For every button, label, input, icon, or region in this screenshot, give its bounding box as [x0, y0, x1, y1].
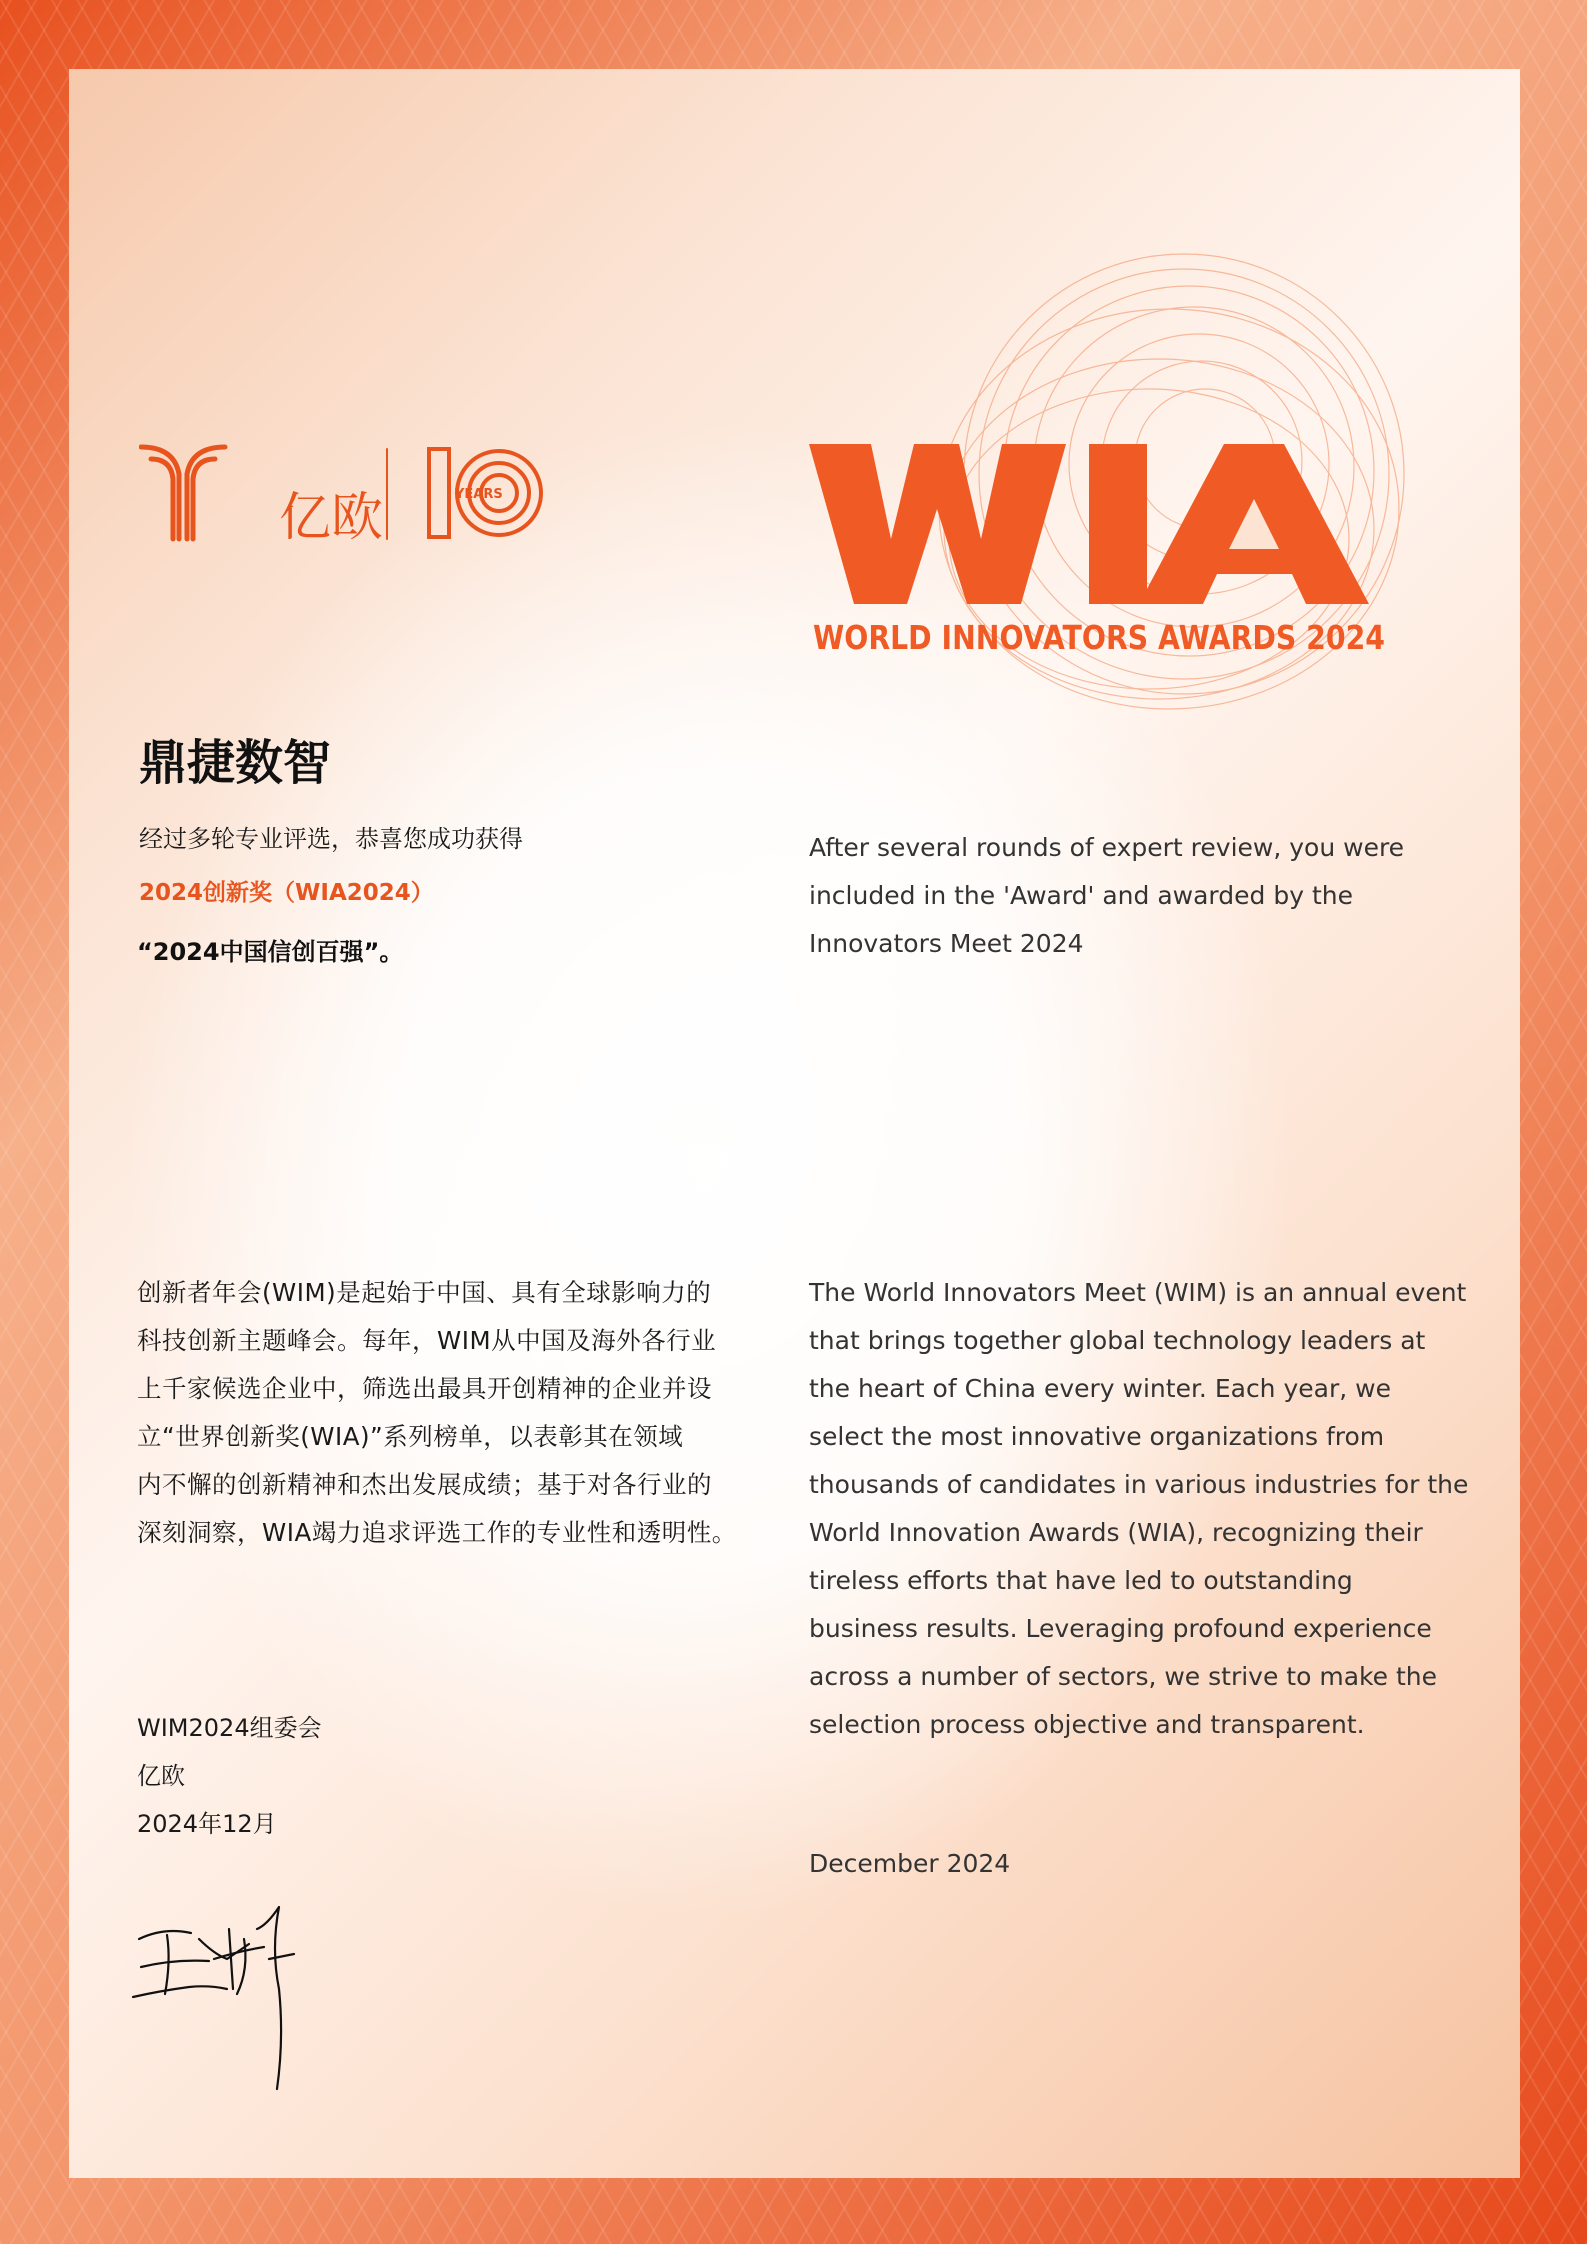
issue-date-en: December 2024	[809, 1849, 1011, 1878]
en-intro-text: After several rounds of expert review, you were included in the 'Award' and awarded by the Innovators Meet 2024	[809, 833, 1405, 958]
cn-description-line: 深刻洞察，WIA竭力追求评选工作的专业性和透明性。	[137, 1518, 737, 1547]
svg-text:WORLD INNOVATORS AWARDS 2024: WORLD INNOVATORS AWARDS 2024	[813, 618, 1385, 657]
award-name: 2024创新奖（WIA2024）	[139, 880, 434, 906]
cn-signoff	[137, 1704, 322, 1848]
cn-description-line: 上千家候选企业中，筛选出最具开创精神的企业并设	[137, 1374, 712, 1403]
cn-description-line: 立“世界创新奖(WIA)”系列榜单，以表彰其在领域	[137, 1422, 684, 1451]
organization-name: 亿欧	[137, 1762, 185, 1790]
en-description: The World Innovators Meet (WIM) is an annual event that brings together global technology leaders at the heart of China every winter. Each year, we select the most innovative organizations from thousands of candidates in various industries for the World Innovation Awards (WIA), recognizing their tireless efforts that have led to outstanding business results. Leveraging profound experience across a number of sectors, we strive to make the selection process objective and transparent.	[809, 1278, 1469, 1739]
committee-name: WIM2024组委会	[137, 1714, 322, 1742]
recipient-name: 鼎捷数智	[139, 735, 332, 791]
yiou-10-years-logo	[139, 429, 579, 549]
cn-description-line: 科技创新主题峰会。每年，WIM从中国及海外各行业	[137, 1326, 717, 1355]
svg-text:亿欧: 亿欧	[279, 488, 384, 548]
cn-description-line: 创新者年会(WIM)是起始于中国、具有全球影响力的	[137, 1278, 712, 1307]
handwritten-signature	[129, 1899, 329, 2099]
svg-text:YEARS: YEARS	[455, 487, 503, 502]
wia-awards-logo	[809, 209, 1469, 769]
cn-description	[137, 1269, 777, 1557]
cn-description-line: 内不懈的创新精神和杰出发展成绩；基于对各行业的	[137, 1470, 712, 1499]
cn-intro-text: 经过多轮专业评选，恭喜您成功获得	[139, 825, 523, 853]
honor-title: “2024中国信创百强”。	[137, 938, 404, 966]
issue-date-cn: 2024年12月	[137, 1810, 277, 1838]
certificate-card	[69, 69, 1520, 2178]
